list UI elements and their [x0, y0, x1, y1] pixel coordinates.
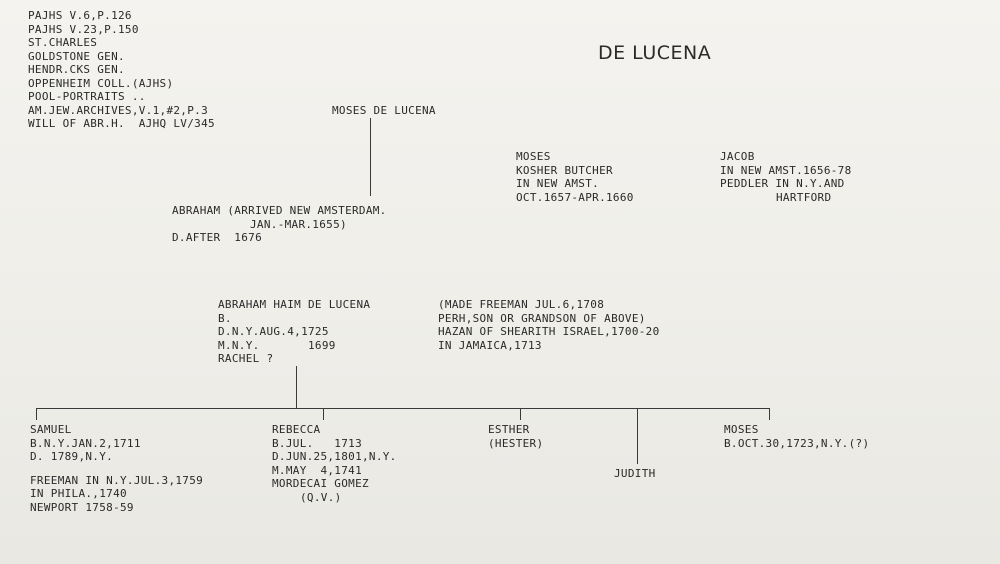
connector-line — [370, 118, 371, 196]
rebecca-line: D.JUN.25,1801,N.Y. — [272, 450, 397, 463]
source-item: PAJHS V.6,P.126 — [28, 9, 132, 22]
abraham-haim-note: PERH,SON OR GRANDSON OF ABOVE) — [438, 311, 646, 325]
child-drop-line — [520, 408, 521, 420]
abraham-haim-line: RACHEL ? — [218, 352, 274, 365]
abraham-haim-line: ABRAHAM HAIM DE LUCENA — [218, 298, 371, 311]
source-item: PAJHS V.23,P.150 — [28, 22, 139, 36]
samuel-line: NEWPORT 1758-59 — [30, 500, 134, 514]
abraham-line: ABRAHAM (ARRIVED NEW AMSTERDAM. — [172, 204, 387, 217]
rebecca-line: MORDECAI GOMEZ — [272, 477, 369, 490]
source-item: ST.CHARLES — [28, 36, 98, 49]
moses-de-lucena-name: MOSES DE LUCENA — [332, 104, 436, 117]
rebecca-line: (Q.V.) — [300, 490, 342, 504]
samuel-line: IN PHILA.,1740 — [30, 487, 127, 500]
source-item: WILL OF ABR.H. AJHQ LV/345 — [28, 117, 215, 130]
abraham-haim-note: (MADE FREEMAN JUL.6,1708 — [438, 298, 605, 311]
moses-butcher-line: OCT.1657-APR.1660 — [516, 190, 634, 204]
moses-butcher-line: IN NEW AMST. — [516, 177, 600, 190]
esther-line: (HESTER) — [488, 436, 544, 450]
samuel-line: SAMUEL — [30, 423, 72, 436]
rebecca-line: REBECCA — [272, 423, 321, 436]
rebecca-line: B.JUL. 1713 — [272, 436, 362, 450]
rebecca-entry — [272, 423, 397, 504]
moses-butcher-line: KOSHER BUTCHER — [516, 163, 613, 177]
jacob-line: PEDDLER IN N.Y.AND — [720, 177, 845, 190]
source-item: OPPENHEIM COLL.(AJHS) — [28, 76, 174, 90]
esther-entry — [488, 423, 543, 450]
jacob-line: IN NEW AMST.1656-78 — [720, 163, 852, 177]
connector-line — [296, 366, 297, 408]
source-item: AM.JEW.ARCHIVES,V.1,#2,P.3 — [28, 103, 208, 117]
rebecca-line: M.MAY 4,1741 — [272, 463, 362, 477]
jacob-line: HARTFORD — [776, 190, 832, 204]
samuel-line: FREEMAN IN N.Y.JUL.3,1759 — [30, 473, 204, 487]
moses-butcher-entry — [516, 150, 634, 204]
page-title: DE LUCENA — [598, 42, 712, 64]
samuel-line: D. 1789,N.Y. — [30, 450, 114, 463]
source-item: POOL-PORTRAITS .. — [28, 90, 146, 103]
moses-child-entry — [724, 423, 869, 450]
abraham-line: D.AFTER 1676 — [172, 231, 262, 244]
jacob-line: JACOB — [720, 150, 755, 163]
samuel-entry — [30, 423, 203, 514]
abraham-line: JAN.-MAR.1655) — [250, 217, 347, 231]
moses-child-line: MOSES — [724, 423, 759, 436]
abraham-haim-line: M.N.Y. 1699 — [218, 338, 336, 352]
abraham-haim-line: D.N.Y.AUG.4,1725 — [218, 325, 329, 338]
source-item: GOLDSTONE GEN. — [28, 49, 125, 63]
child-drop-line — [36, 408, 37, 420]
abraham-haim-note: HAZAN OF SHEARITH ISRAEL,1700-20 — [438, 325, 660, 338]
sources-list — [28, 9, 215, 131]
child-drop-line — [323, 408, 324, 420]
abraham-entry — [172, 204, 387, 245]
children-bar — [36, 408, 770, 409]
child-drop-line — [769, 408, 770, 420]
samuel-line: B.N.Y.JAN.2,1711 — [30, 436, 141, 450]
judith-name: JUDITH — [614, 467, 656, 480]
abraham-haim-line: B. — [218, 311, 232, 325]
abraham-haim-note: IN JAMAICA,1713 — [438, 338, 542, 352]
abraham-haim-entry — [218, 298, 370, 366]
source-item: HENDR.CKS GEN. — [28, 63, 125, 76]
jacob-entry — [720, 150, 852, 204]
child-drop-line — [637, 408, 638, 464]
esther-line: ESTHER — [488, 423, 530, 436]
moses-butcher-line: MOSES — [516, 150, 551, 163]
abraham-haim-notes — [438, 298, 660, 352]
moses-child-line: B.OCT.30,1723,N.Y.(?) — [724, 436, 870, 450]
